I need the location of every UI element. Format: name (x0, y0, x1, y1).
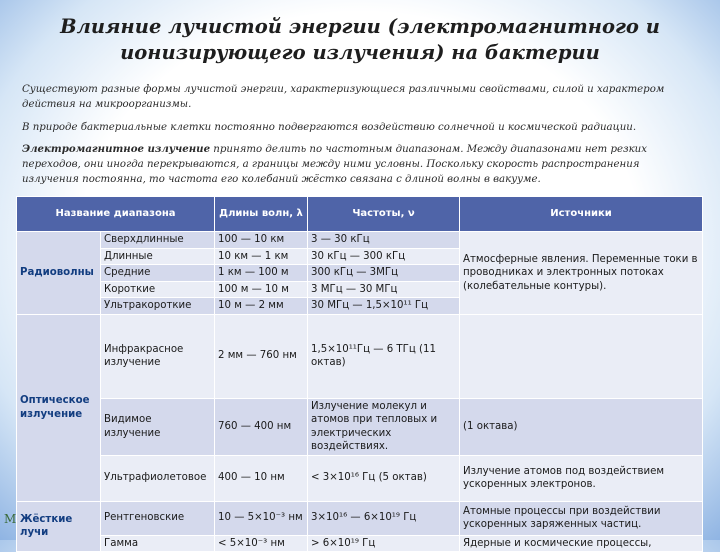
footer-letter: М (4, 512, 17, 526)
paragraph-em-radiation (22, 142, 690, 187)
radiation-table (16, 196, 703, 552)
range-frequency: 3×10¹⁶ — 6×10¹⁹ Гц (308, 501, 460, 535)
group-radio: Радиоволны (17, 232, 101, 315)
range-name: Длинные (101, 248, 215, 265)
range-name: Рентгеновские (101, 501, 215, 535)
range-wavelength: 2 мм — 760 нм (215, 314, 308, 398)
range-wavelength: 400 — 10 нм (215, 455, 308, 501)
range-source-radio: Атмосферные явления. Переменные токи в проводниках и электронных потоках (колебательные контуры). (460, 232, 703, 315)
range-wavelength: 760 — 400 нм (215, 398, 308, 455)
header-range-name: Название диапазона (17, 197, 215, 232)
range-source: Излучение атомов под воздействием ускоренных электронов. (460, 455, 703, 501)
range-frequency: 3 МГц — 30 МГц (308, 281, 460, 298)
paragraph-em-radiation-text: принято делить по частотным диапазонам. Между диапазонами нет резких переходов, они иногда перекрываются, а границы между ними условны. Поскольку скорость распространения излучения постоянна, то частота его колебаний жёстко связана с длиной волны в вакууме. (22, 144, 647, 185)
range-source: Атомные процессы при воздействии ускоренных заряженных частиц. (460, 501, 703, 535)
table-row (17, 535, 703, 552)
range-name: Ультракороткие (101, 298, 215, 315)
table-row (17, 455, 703, 501)
range-frequency: (1 октава) (460, 398, 703, 455)
range-wavelength: 100 — 10 км (215, 232, 308, 249)
range-name: Средние (101, 265, 215, 282)
range-wavelength: 1 км — 100 м (215, 265, 308, 282)
table-header-row (17, 197, 703, 232)
paragraph-forms: Существуют разные формы лучистой энергии, характеризующиеся различными свойствами, силой и характером действия на микроорганизмы. (22, 84, 665, 110)
table-row (17, 398, 703, 455)
range-name: Сверхдлинные (101, 232, 215, 249)
range-wavelength: < 5×10⁻³ нм (215, 535, 308, 552)
range-wavelength: 100 м — 10 м (215, 281, 308, 298)
group-optical: Оптическое излучение (17, 314, 101, 501)
header-frequency: Частоты, ν (308, 197, 460, 232)
range-name: Инфракрасное излучение (101, 314, 215, 398)
range-frequency: < 3×10¹⁶ Гц (5 октав) (308, 455, 460, 501)
range-source (460, 314, 703, 398)
group-hard-rays: Жёсткие лучи (17, 501, 101, 552)
header-wavelength: Длины волн, λ (215, 197, 308, 232)
range-wavelength: 10 км — 1 км (215, 248, 308, 265)
range-frequency: 300 кГц — 3МГц (308, 265, 460, 282)
range-source-ir: Излучение молекул и атомов при тепловых и электрических воздействиях. (308, 398, 460, 455)
range-source: Ядерные и космические процессы, (460, 535, 703, 552)
range-wavelength: 10 м — 2 мм (215, 298, 308, 315)
table-row (17, 501, 703, 535)
range-frequency: 30 кГц — 300 кГц (308, 248, 460, 265)
range-name: Гамма (101, 535, 215, 552)
range-frequency: 3 — 30 кГц (308, 232, 460, 249)
range-frequency: > 6×10¹⁹ Гц (308, 535, 460, 552)
range-frequency: 1,5×10¹¹Гц — 6 ТГц (11 октав) (308, 314, 460, 398)
table-row (17, 232, 703, 249)
slide-title: Влияние лучистой энергии (электромагнитного и ионизирующего излучения) на бактерии (60, 15, 660, 64)
range-frequency: 30 МГц — 1,5×10¹¹ Гц (308, 298, 460, 315)
range-name: Видимое излучение (101, 398, 215, 455)
range-name: Ультрафиолетовое (101, 455, 215, 501)
range-name: Короткие (101, 281, 215, 298)
header-sources: Источники (460, 197, 703, 232)
paragraph-nature: В природе бактериальные клетки постоянно подвергаются воздействию солнечной и космической радиации. (22, 122, 637, 133)
term-em-radiation: Электромагнитное излучение (22, 143, 211, 155)
range-wavelength: 10 — 5×10⁻³ нм (215, 501, 308, 535)
table-row (17, 314, 703, 398)
